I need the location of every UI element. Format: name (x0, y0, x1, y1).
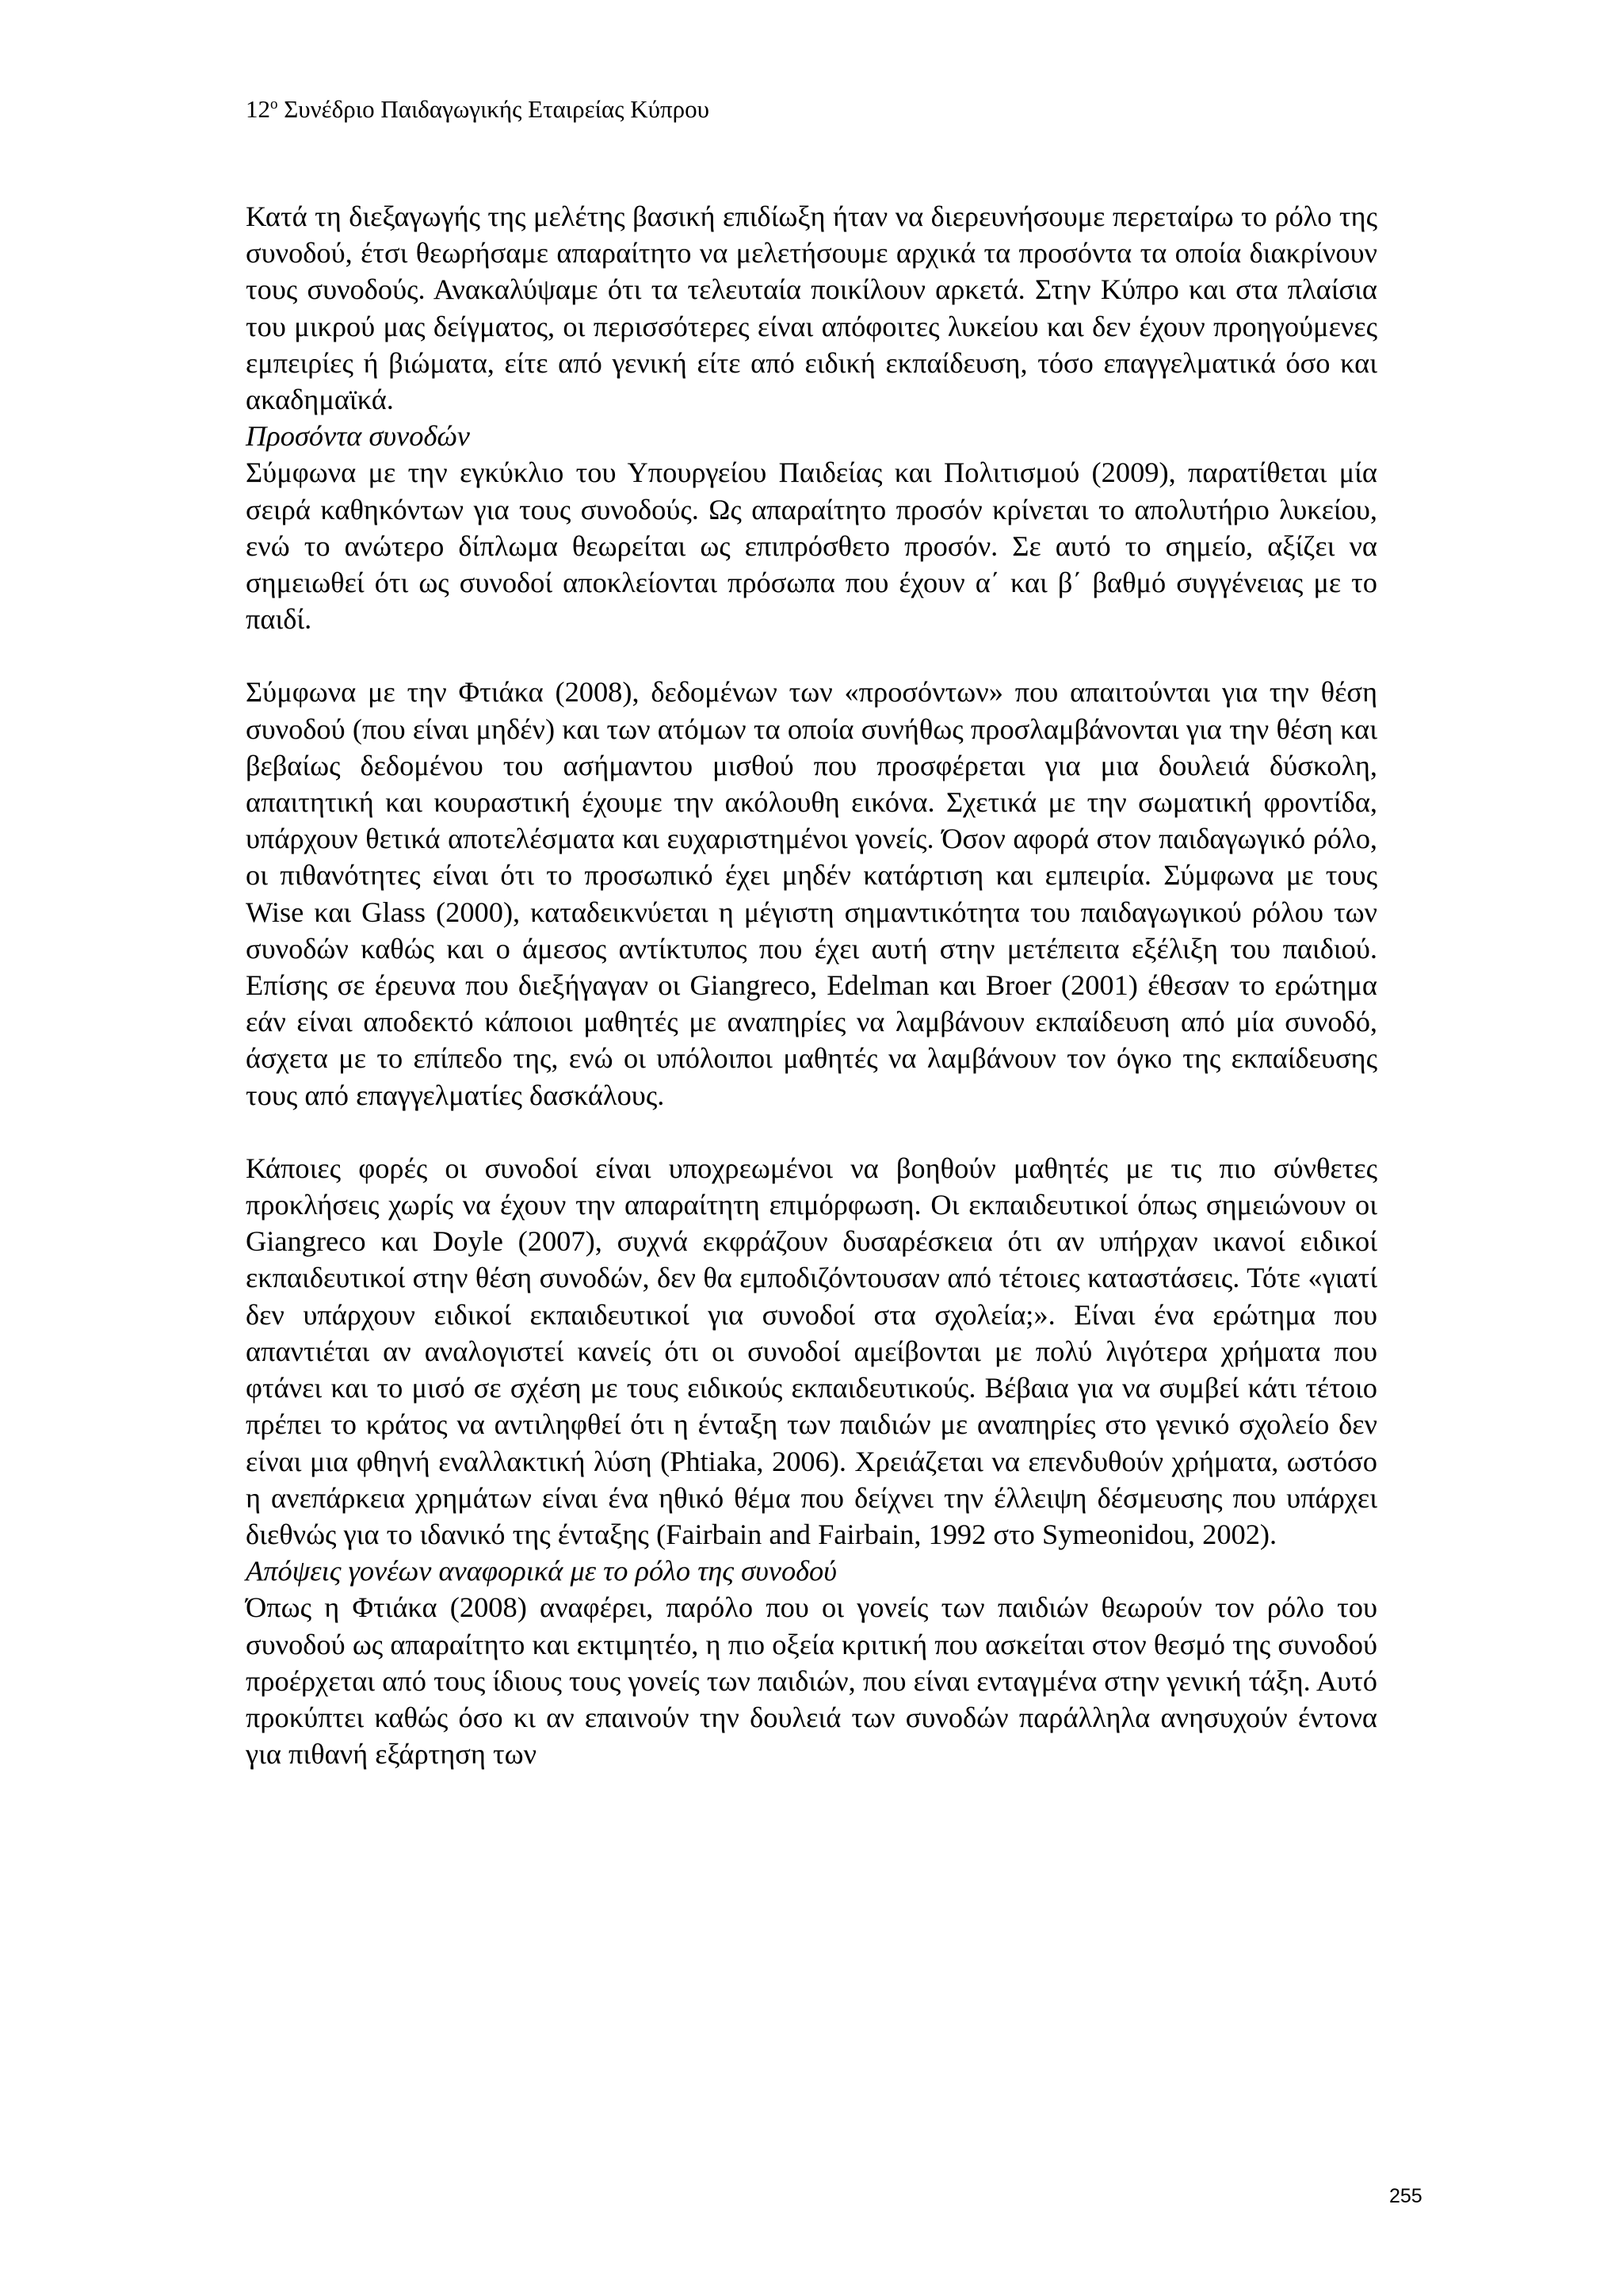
paragraph-4: Κάποιες φορές οι συνοδοί είναι υποχρεωμένοι να βοηθούν μαθητές με τις πιο σύνθετες προκλήσεις χωρίς να έχουν την απαραίτητη επιμόρφωση. Οι εκπαιδευτικοί όπως σημειώνουν οι Giangreco και Doyle (2007), συχνά εκφράζουν δυσαρέσκεια ότι αν υπήρχαν ικανοί ειδικοί εκπαιδευτικοί στην θέση συνοδών, δεν θα εμποδιζόντουσαν από τέτοιες καταστάσεις. Τότε «γιατί δεν υπάρχουν ειδικοί εκπαιδευτικοί για συνοδοί στα σχολεία;». Είναι ένα ερώτημα που απαντιέται αν αναλογιστεί κανείς ότι οι συνοδοί αμείβονται με πολύ λιγότερα χρήματα που φτάνει και το μισό σε σχέση με τους ειδικούς εκπαιδευτικούς. Βέβαια για να συμβεί κάτι τέτοιο πρέπει το κράτος να αντιληφθεί ότι η ένταξη των παιδιών με αναπηρίες στο γενικό σχολείο δεν είναι μια φθηνή εναλλακτική λύση (Phtiaka, 2006). Χρειάζεται να επενδυθούν χρήματα, ωστόσο η ανεπάρκεια χρημάτων είναι ένα ηθικό θέμα που δείχνει την έλλειψη δέσμευσης που υπάρχει διεθνώς για το ιδανικό της ένταξης (Fairbain and Fairbain, 1992 στο Symeonidou, 2002). (246, 1152, 1377, 1550)
running-header (246, 94, 709, 125)
paragraph-3: Σύμφωνα με την Φτιάκα (2008), δεδομένων των «προσόντων» που απαιτούνται για την θέση συνοδού (που είναι μηδέν) και των ατόμων τα οποία συνήθως προσλαμβάνονται για την θέση και βεβαίως δεδομένου του ασήμαντου μισθού που προσφέρεται για μια δουλειά δύσκολη, απαιτητική και κουραστική έχουμε την ακόλουθη εικόνα. Σχετικά με την σωματική φροντίδα, υπάρχουν θετικά αποτελέσματα και ευχαριστημένοι γονείς. Όσον αφορά στον παιδαγωγικό ρόλο, οι πιθανότητες είναι ότι το προσωπικό έχει μηδέν κατάρτιση και εμπειρία. Σύμφωνα με τους Wise και Glass (2000), καταδεικνύεται η μέγιστη σημαντικότητα του παιδαγωγικού ρόλου των συνοδών καθώς και ο άμεσος αντίκτυπος που έχει αυτή στην μετέπειτα εξέλιξη του παιδιού. Επίσης σε έρευνα που διεξήγαγαν οι Giangreco, Edelman και Broer (2001) έθεσαν το ερώτημα εάν είναι αποδεκτό κάποιοι μαθητές με αναπηρίες να λαμβάνουν εκπαίδευση από μία συνοδό, άσχετα με το επίπεδο της, ενώ οι υπόλοιποι μαθητές να λαμβάνουν τον όγκο της εκπαίδευσης τους από επαγγελματίες δασκάλους. (246, 676, 1377, 1111)
header-title: Συνέδριο Παιδαγωγικής Εταιρείας Κύπρου (277, 95, 709, 123)
paragraph-5: Όπως η Φτιάκα (2008) αναφέρει, παρόλο που οι γονείς των παιδιών θεωρούν τον ρόλο του συνοδού ως απαραίτητο και εκτιμητέο, η πιο οξεία κριτική που ασκείται στον θεσμό της συνοδού προέρχεται από τους ίδιους τους γονείς των παιδιών, που είναι ενταγμένα στην γενική τάξη. Αυτό προκύπτει καθώς όσο κι αν επαινούν την δουλειά των συνοδών παράλληλα ανησυχούν έντονα για πιθανή εξάρτηση των (246, 1591, 1377, 1771)
page-number: 255 (1389, 2185, 1423, 2207)
header-ordinal-superscript: ο (270, 96, 278, 113)
section-heading-qualifications: Προσόντα συνοδών (246, 420, 470, 453)
header-ordinal: 12 (246, 95, 270, 123)
paragraph-2: Σύμφωνα με την εγκύκλιο του Υπουργείου Παιδείας και Πολιτισμού (2009), παρατίθεται μία σειρά καθηκόντων για τους συνοδούς. Ως απαραίτητο προσόν κρίνεται το απολυτήριο λυκείου, ενώ το ανώτερο δίπλωμα θεωρείται ως επιπρόσθετο προσόν. Σε αυτό το σημείο, αξίζει να σημειωθεί ότι ως συνοδοί αποκλείονται πρόσωπα που έχουν α΄ και β΄ βαθμό συγγένειας με το παιδί. (246, 457, 1377, 636)
paragraph-1: Κατά τη διεξαγωγής της μελέτης βασική επιδίωξη ήταν να διερευνήσουμε περεταίρω το ρόλο της συνοδού, έτσι θεωρήσαμε απαραίτητο να μελετήσουμε αρχικά τα προσόντα τα οποία διακρίνουν τους συνοδούς. Ανακαλύψαμε ότι τα τελευταία ποικίλουν αρκετά. Στην Κύπρο και στα πλαίσια του μικρού μας δείγματος, οι περισσότερες είναι απόφοιτες λυκείου και δεν έχουν προηγούμενες εμπειρίες ή βιώματα, είτε από γενική είτε από ειδική εκπαίδευση, τόσο επαγγελματικά όσο και ακαδημαϊκά. (246, 201, 1377, 416)
section-heading-parents-views: Απόψεις γονέων αναφορικά με το ρόλο της συνοδού (246, 1555, 837, 1587)
page-body (246, 198, 1377, 1772)
